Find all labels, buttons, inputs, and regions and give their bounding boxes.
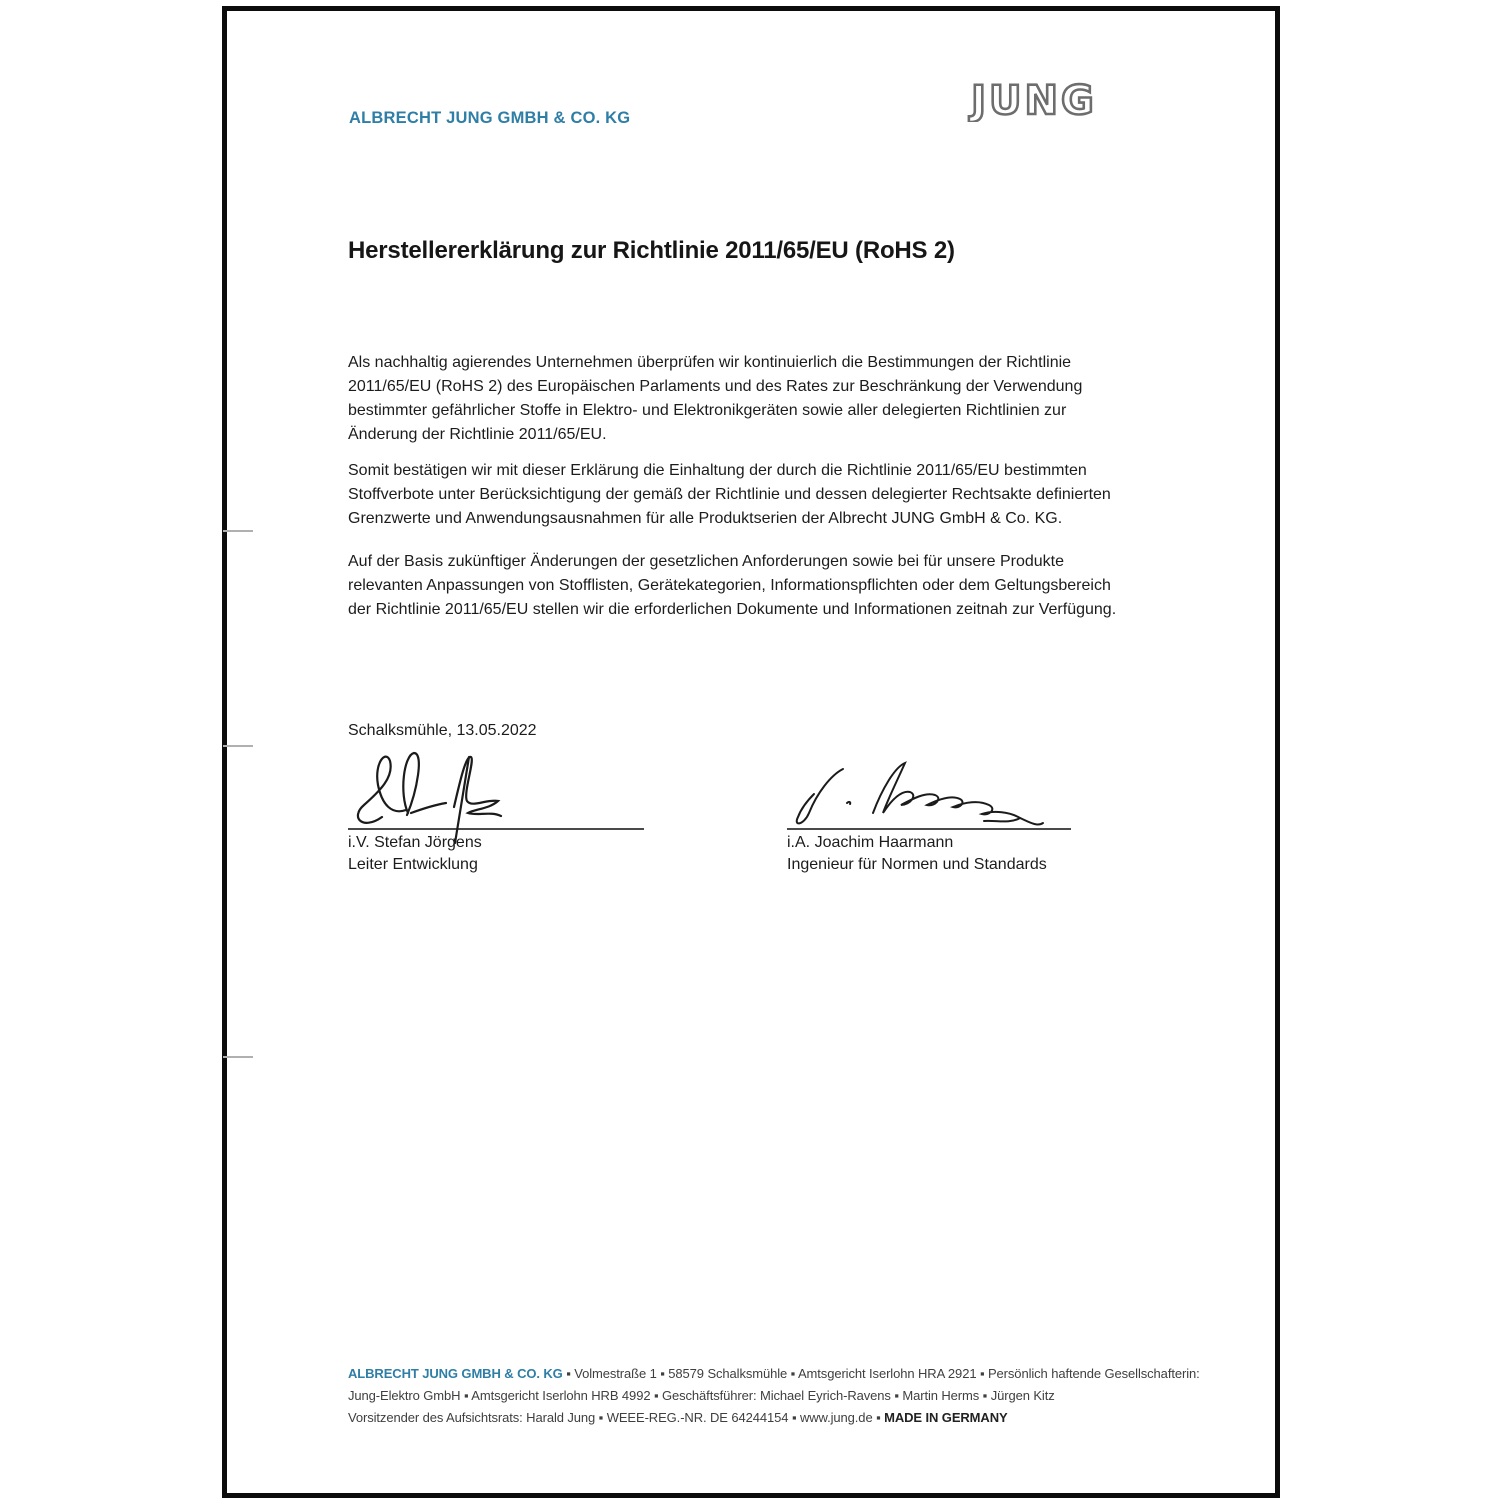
signatory-name: i.V. Stefan Jörgens — [348, 834, 482, 851]
paragraph-3: Auf der Basis zukünftiger Änderungen der gesetzlichen Anforderungen sowie bei für unsere Produkte relevanten Anpassungen von Stofflisten, Gerätekategorien, Informationspflichten oder dem Geltungsbereich der Richtlinie 2011/65/EU stellen wir die erforderlichen Dokumente und Informationen zeitnah zur Verfügung. — [348, 553, 1117, 618]
paragraph-1: Als nachhaltig agierendes Unternehmen überprüfen wir kontinuierlich die Bestimmungen der Richtlinie 2011/65/EU (RoHS 2) des Europäischen Parlaments und des Rates zur Beschränkung der Verwendung bestimmter gefährlicher Stoffe in Elektro- und Elektronikgeräten sowie aller delegierten Richtlinien zur Änderung der Richtlinie 2011/65/EU. — [348, 354, 1083, 443]
place-and-date: Schalksmühle, 13.05.2022 — [348, 722, 537, 739]
document-title: Herstellererklärung zur Richtlinie 2011/65/EU (RoHS 2) — [348, 237, 955, 264]
signatory-role: Ingenieur für Normen und Standards — [787, 856, 1047, 873]
fold-mark — [223, 745, 253, 747]
made-in-germany-label: MADE IN GERMANY — [884, 1410, 1008, 1425]
fold-mark — [223, 530, 253, 532]
svg-text:JUNG: JUNG — [971, 80, 1097, 122]
body-text — [348, 351, 1120, 634]
signature-line — [787, 828, 1071, 830]
signatory-name: i.A. Joachim Haarmann — [787, 834, 954, 851]
signature-scribble-joachim-haarmann — [787, 747, 1071, 827]
letterhead-footer — [348, 1363, 1200, 1429]
letterhead-company-name: ALBRECHT JUNG GMBH & CO. KG — [349, 109, 631, 127]
document-page — [222, 6, 1280, 1498]
jung-logo-icon — [953, 80, 1115, 122]
paragraph-2: Somit bestätigen wir mit dieser Erklärung die Einhaltung der durch die Richtlinie 2011/65/EU bestimmten Stoffverbote unter Berücksichtigung der gemäß der Richtlinie und dessen delegierter Rechtsakte definierten Grenzwerte und Anwendungsausnahmen für alle Produktserien der Albrecht JUNG GmbH & Co. KG. — [348, 462, 1111, 527]
footer-line-3 — [348, 1407, 1200, 1429]
footer-line-1 — [348, 1363, 1200, 1385]
signature-scribble-stefan-joergens — [348, 747, 644, 827]
signatory-role: Leiter Entwicklung — [348, 856, 478, 873]
footer-company-name: ALBRECHT JUNG GMBH & CO. KG — [348, 1366, 563, 1381]
signature-block-left — [348, 747, 644, 874]
footer-line-2: Jung-Elektro GmbH ▪ Amtsgericht Iserlohn HRB 4992 ▪ Geschäftsführer: Michael Eyrich-Ravens ▪ Martin Herms ▪ Jürgen Kitz — [348, 1388, 1055, 1403]
fold-mark — [223, 1056, 253, 1058]
footer-line-1-text: ▪ Volmestraße 1 ▪ 58579 Schalksmühle ▪ Amtsgericht Iserlohn HRA 2921 ▪ Persönlich haftende Gesellschafterin: — [562, 1366, 1200, 1381]
signature-block-right — [787, 747, 1071, 874]
signature-line — [348, 828, 644, 830]
footer-line-3-text: Vorsitzender des Aufsichtsrats: Harald Jung ▪ WEEE-REG.-NR. DE 64244154 ▪ www.jung.de ▪ — [348, 1410, 885, 1425]
